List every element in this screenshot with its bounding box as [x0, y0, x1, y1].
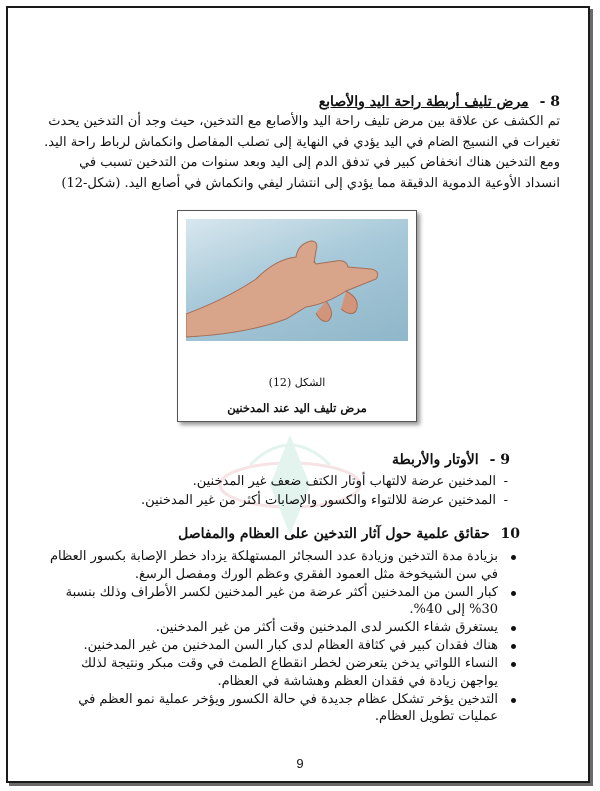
section-10-title: حقائق علمية حول آثار التدخين على العظام والمفاصل	[178, 526, 490, 542]
list-item: التدخين يؤخر تشكل عظام جديدة في حالة الكسور ويؤخر عملية نمو العظم في عمليات تطويل العظام.	[40, 691, 498, 726]
section-8	[40, 92, 560, 194]
section-8-title: مرض تليف أربطة راحة اليد والأصابع	[318, 94, 529, 110]
section-9-number: 9 -	[489, 452, 510, 468]
section-10-number: 10	[500, 526, 520, 542]
list-item: بزيادة مدة التدخين وزيادة عدد السجائر المستهلكة يزداد خطر الإصابة بكسور العظام في سن الشيخوخة مثل العمود الفقري وعظم الورك ومفصل الرسغ.	[40, 548, 498, 583]
section-8-heading	[40, 92, 560, 112]
figure-caption: مرض تليف اليد عند المدخنين	[227, 401, 367, 415]
section-10-list	[40, 548, 520, 726]
section-8-paragraph: تم الكشف عن علاقة بين مرض تليف راحة اليد والأصابع مع التدخين، حيث وجد أن التدخين يحدث تغيرات في النسيج الضام في اليد يؤدي في النهاية إلى تصلب المفاصل وانكماش لرباط راحة اليد. ومع التدخين هناك انخفاض كبير في تدفق الدم إلى اليد وبعد سنوات من التدخين تسبب في انسداد الأوعية الدموية الدقيقة مما يؤدي إلى انتشار ليفي وانكماش في أصابع اليد. (شكل-12)	[44, 114, 560, 191]
hand-icon	[186, 219, 408, 341]
section-9-list	[40, 472, 510, 510]
section-9-title: الأوتار والأربطة	[391, 452, 479, 468]
page-number: 9	[296, 756, 304, 771]
figure-number: الشكل (12)	[268, 376, 326, 389]
section-9	[40, 450, 510, 510]
section-10-heading	[40, 524, 520, 544]
list-item: - المدخنين عرضة للالتواء والكسور والإصابات أكثر من غير المدخنين.	[40, 491, 496, 510]
list-item: كبار السن من المدخنين أكثر عرضة من غير المدخنين لكسر الأطراف وذلك بنسبة 30% إلى 40%.	[40, 584, 498, 619]
section-8-number: 8 -	[539, 94, 560, 110]
figure-12	[177, 210, 417, 422]
hand-photo	[186, 219, 408, 341]
section-10	[40, 524, 520, 726]
list-item: يستغرق شفاء الكسر لدى المدخنين وقت أكثر من غير المدخنين.	[40, 619, 498, 637]
section-9-heading	[40, 450, 510, 470]
list-item: - المدخنين عرضة لالتهاب أوتار الكتف ضعف غير المدخنين.	[40, 472, 496, 491]
list-item: هناك فقدان كبير في كثافة العظام لدى كبار السن المدخنين من غير المدخنين.	[40, 637, 498, 655]
list-item: النساء اللواتي يدخن يتعرضن لخطر انقطاع الطمث في وقت مبكر ونتيجة لذلك يواجهن زيادة في فقدان العظم وهشاشة في العظام.	[40, 655, 498, 690]
